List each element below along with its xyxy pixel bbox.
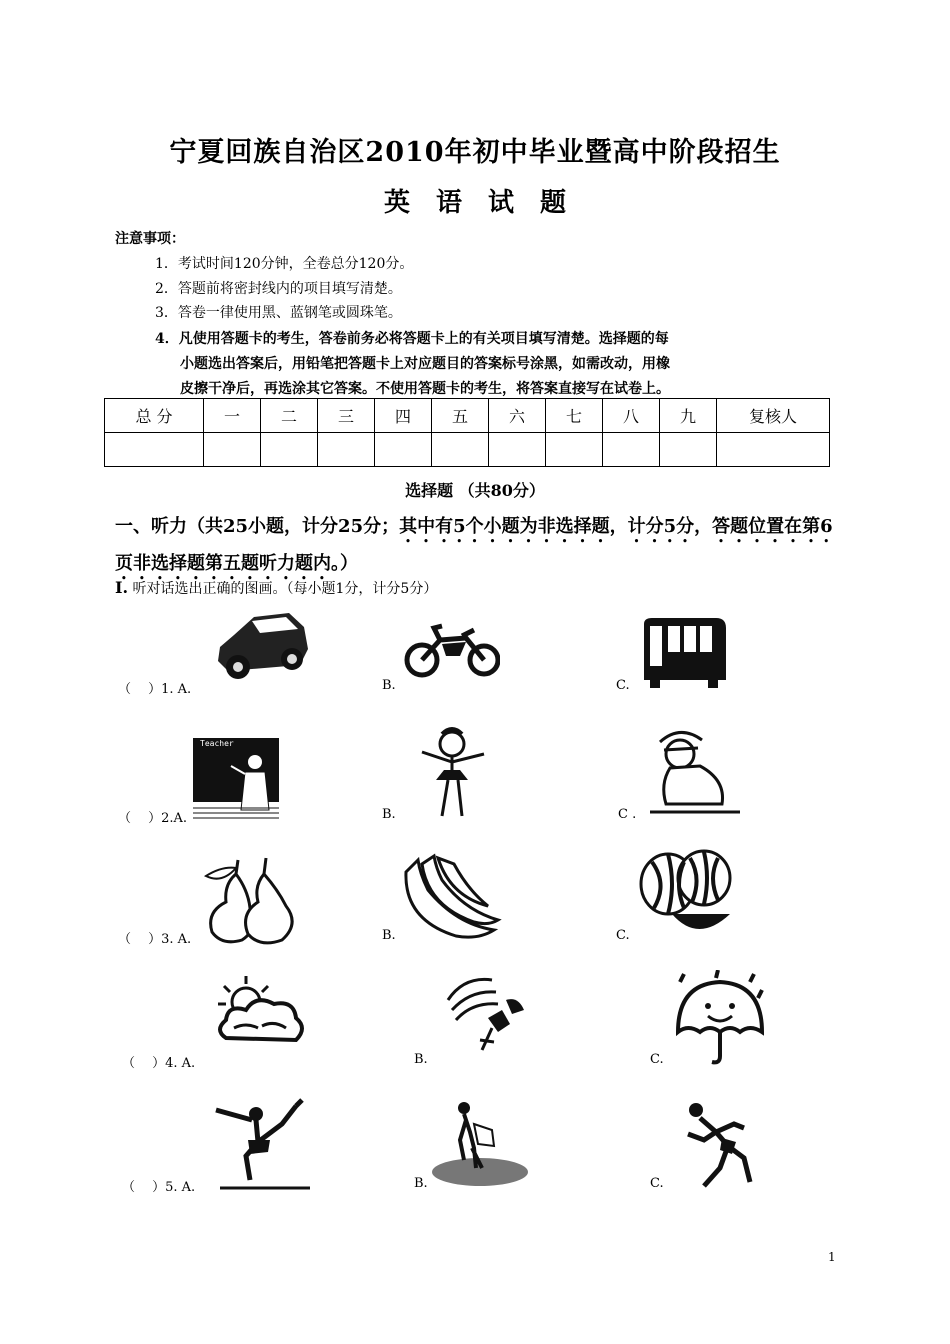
watermelons-icon <box>638 848 734 942</box>
score-cell <box>261 433 318 467</box>
score-cell <box>660 433 717 467</box>
score-header-4: 四 <box>375 399 432 433</box>
score-header-8: 八 <box>603 399 660 433</box>
sun-cloud-icon <box>212 974 308 1056</box>
score-header-9: 九 <box>660 399 717 433</box>
question-4-label: （ ）4. A. <box>122 1056 196 1071</box>
score-cell <box>105 433 204 467</box>
part1-heading: 一、听力（共25小题，计分25分；其中有5个小题为非选择题，计分5分，答题位置在第6页非选择题第五题听力题内。） <box>115 516 833 574</box>
question-1-option-b: B. <box>382 678 396 693</box>
runner-icon <box>680 1098 760 1194</box>
notice-item-1: 1．考试时间120分钟，全卷总分120分。 <box>155 256 414 272</box>
question-5-option-b: B. <box>414 1176 428 1191</box>
pears-icon <box>196 854 300 946</box>
notice-item-4: 4．凡使用答题卡的考生，答卷前务必将答题卡上的有关项目填写清楚。选择题的每 小题选出答案后，用铅笔把答题卡上对应题目的答案标号涂黑，如需改动，用橡 皮擦干净后，再选涂其它答案。不使用答题卡的考生，将答案直接写在试卷上。 <box>155 331 670 397</box>
notice-heading: 注意事项： <box>115 231 185 247</box>
question-2-option-c: C . <box>618 807 637 822</box>
score-header-7: 七 <box>546 399 603 433</box>
score-cell <box>204 433 261 467</box>
dancer-icon <box>404 724 502 822</box>
question-4-option-b: B. <box>414 1052 428 1067</box>
question-4-option-c: C. <box>650 1052 664 1067</box>
score-header-5: 五 <box>432 399 489 433</box>
sub1-instruction: I. 听对话选出正确的图画。（每小题1分，计分5分） <box>115 578 438 597</box>
score-cell <box>717 433 830 467</box>
rain-umbrella-icon <box>670 970 768 1066</box>
notice-item-3: 3．答卷一律使用黑、蓝钢笔或圆珠笔。 <box>155 305 402 321</box>
score-cell <box>375 433 432 467</box>
exam-subject: 英 语 试 题 <box>383 188 566 218</box>
question-3-option-b: B. <box>382 928 396 943</box>
question-2-option-b: B. <box>382 807 396 822</box>
teacher-icon <box>193 738 279 822</box>
question-3-option-c: C. <box>616 928 630 943</box>
page-number: 1 <box>828 1250 836 1264</box>
score-header-3: 三 <box>318 399 375 433</box>
question-2-label: （ ）2.A. <box>118 811 188 826</box>
blackboard-text: Teacher <box>200 739 234 748</box>
notice-item-2: 2．答题前将密封线内的项目填写清楚。 <box>155 281 402 297</box>
golfer-icon <box>430 1096 530 1188</box>
bus-icon <box>640 616 730 690</box>
doctor-icon <box>640 724 744 822</box>
question-5-option-c: C. <box>650 1176 664 1191</box>
motorcycle-icon <box>404 622 500 678</box>
score-header-total: 总 分 <box>105 399 204 433</box>
score-header-1: 一 <box>204 399 261 433</box>
question-3-label: （ ）3. A. <box>118 932 192 947</box>
score-table <box>104 398 830 467</box>
windy-icon <box>444 970 528 1058</box>
score-header-reviewer: 复核人 <box>717 399 830 433</box>
score-cell <box>603 433 660 467</box>
score-cell <box>546 433 603 467</box>
score-header-6: 六 <box>489 399 546 433</box>
car-icon <box>214 605 310 687</box>
exam-title: 宁夏回族自治区2010年初中毕业暨高中阶段招生 <box>169 137 781 168</box>
score-cell <box>432 433 489 467</box>
question-1-label: （ ）1. A. <box>118 682 192 697</box>
score-cell <box>318 433 375 467</box>
section-title: 选择题 （共80分） <box>405 481 545 500</box>
bananas-icon <box>398 850 504 944</box>
score-cell <box>489 433 546 467</box>
question-5-label: （ ）5. A. <box>122 1180 196 1195</box>
score-header-2: 二 <box>261 399 318 433</box>
question-1-option-c: C. <box>616 678 630 693</box>
skater-icon <box>212 1096 312 1192</box>
